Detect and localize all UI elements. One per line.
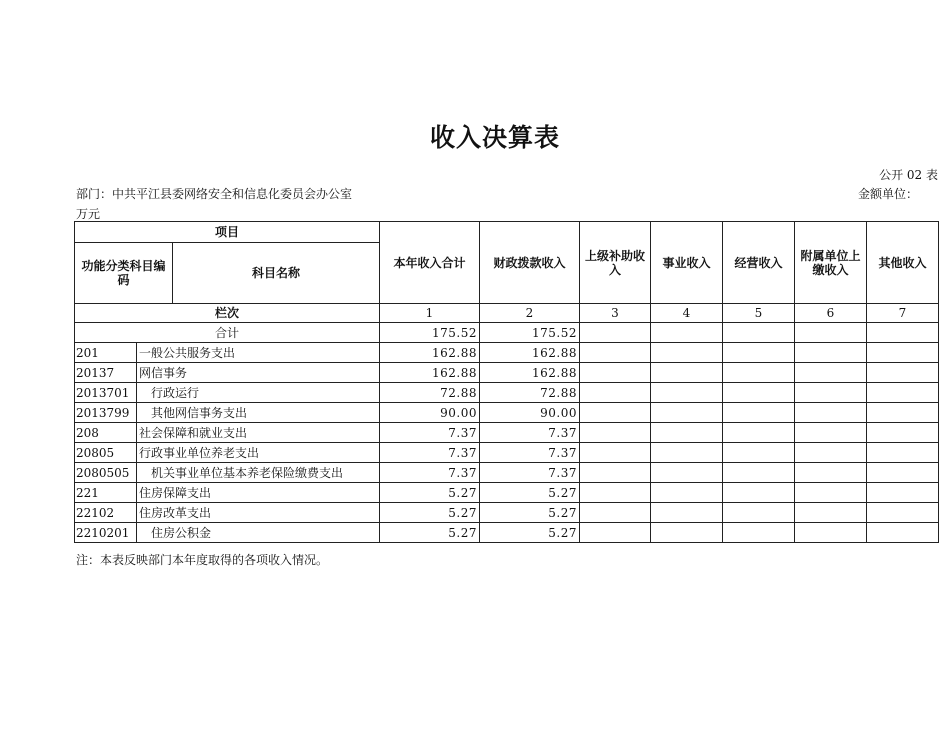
row-value	[867, 483, 939, 503]
row-name: 社会保障和就业支出	[137, 423, 380, 443]
row-value	[651, 463, 723, 483]
row-value	[651, 483, 723, 503]
row-value: 72.88	[480, 383, 580, 403]
total-value	[651, 323, 723, 343]
row-value	[580, 423, 651, 443]
row-name: 机关事业单位基本养老保险缴费支出	[137, 463, 380, 483]
row-value: 162.88	[380, 343, 480, 363]
row-value	[867, 523, 939, 543]
row-number-label: 栏次	[75, 304, 380, 323]
row-value	[580, 343, 651, 363]
amount-unit-label: 金额单位：	[858, 187, 919, 201]
row-code: 22102	[75, 503, 137, 523]
row-value	[867, 363, 939, 383]
col-number: 6	[795, 304, 867, 323]
col-number: 5	[723, 304, 795, 323]
total-label: 合计	[75, 323, 380, 343]
table-row	[75, 463, 939, 483]
col-number: 4	[651, 304, 723, 323]
row-code: 20137	[75, 363, 137, 383]
row-value	[795, 383, 867, 403]
table-row	[75, 343, 939, 363]
row-value: 5.27	[480, 523, 580, 543]
row-value	[651, 503, 723, 523]
row-value	[795, 463, 867, 483]
total-value	[795, 323, 867, 343]
row-code: 2013701	[75, 383, 137, 403]
header-col-4: 事业收入	[651, 222, 723, 304]
form-number: 公开 02 表	[879, 168, 938, 182]
row-name: 行政事业单位养老支出	[137, 443, 380, 463]
row-code: 2210201	[75, 523, 137, 543]
row-value	[795, 523, 867, 543]
row-value	[723, 343, 795, 363]
row-value: 90.00	[480, 403, 580, 423]
row-value	[867, 383, 939, 403]
row-value: 162.88	[380, 363, 480, 383]
row-value: 162.88	[480, 363, 580, 383]
income-table	[74, 221, 939, 543]
col-number: 2	[480, 304, 580, 323]
row-code: 20805	[75, 443, 137, 463]
row-value: 7.37	[380, 423, 480, 443]
total-value: 175.52	[380, 323, 480, 343]
row-value	[580, 443, 651, 463]
header-func-code: 功能分类科目编码	[75, 243, 173, 304]
row-code: 221	[75, 483, 137, 503]
row-value: 7.37	[380, 463, 480, 483]
row-value	[651, 523, 723, 543]
row-name: 一般公共服务支出	[137, 343, 380, 363]
row-value	[723, 443, 795, 463]
row-name: 其他网信事务支出	[137, 403, 380, 423]
row-value	[580, 403, 651, 423]
row-value	[580, 523, 651, 543]
row-value	[795, 423, 867, 443]
row-code: 2013799	[75, 403, 137, 423]
table-row	[75, 443, 939, 463]
row-name: 住房保障支出	[137, 483, 380, 503]
row-value: 72.88	[380, 383, 480, 403]
row-value: 5.27	[380, 523, 480, 543]
table-note: 注：本表反映部门本年度取得的各项收入情况。	[76, 553, 329, 567]
row-value	[580, 383, 651, 403]
row-value	[651, 443, 723, 463]
total-value	[580, 323, 651, 343]
row-value	[723, 423, 795, 443]
row-value	[651, 403, 723, 423]
row-value: 7.37	[480, 463, 580, 483]
row-value	[795, 443, 867, 463]
table-row	[75, 423, 939, 443]
row-value	[723, 503, 795, 523]
header-project: 项目	[75, 222, 380, 243]
col-number: 1	[380, 304, 480, 323]
header-col-5: 经营收入	[723, 222, 795, 304]
row-value	[867, 503, 939, 523]
col-number: 7	[867, 304, 939, 323]
row-value	[580, 463, 651, 483]
row-value	[580, 483, 651, 503]
row-value	[723, 483, 795, 503]
table-row	[75, 523, 939, 543]
row-value	[651, 383, 723, 403]
row-code: 208	[75, 423, 137, 443]
header-subject-name: 科目名称	[173, 243, 380, 304]
row-name: 住房改革支出	[137, 503, 380, 523]
row-value	[580, 503, 651, 523]
row-value	[867, 443, 939, 463]
row-value	[651, 423, 723, 443]
col-number: 3	[580, 304, 651, 323]
department-label: 部门：中共平江县委网络安全和信息化委员会办公室	[76, 187, 353, 201]
row-value	[651, 343, 723, 363]
row-value	[723, 523, 795, 543]
page-title: 收入决算表	[429, 123, 560, 152]
header-col-2: 财政拨款收入	[480, 222, 580, 304]
table-row	[75, 403, 939, 423]
total-value	[867, 323, 939, 343]
header-col-7: 其他收入	[867, 222, 939, 304]
row-code: 201	[75, 343, 137, 363]
row-value: 5.27	[480, 503, 580, 523]
row-name: 住房公积金	[137, 523, 380, 543]
table-row	[75, 483, 939, 503]
row-value: 7.37	[380, 443, 480, 463]
row-value	[867, 463, 939, 483]
row-value: 162.88	[480, 343, 580, 363]
row-value: 7.37	[480, 443, 580, 463]
row-value	[795, 343, 867, 363]
amount-unit-value: 万元	[76, 207, 101, 221]
row-value	[795, 363, 867, 383]
row-value: 5.27	[380, 503, 480, 523]
row-value: 5.27	[480, 483, 580, 503]
row-value	[723, 383, 795, 403]
row-value	[723, 363, 795, 383]
row-value: 5.27	[380, 483, 480, 503]
table-row	[75, 363, 939, 383]
row-code: 2080505	[75, 463, 137, 483]
row-value	[795, 503, 867, 523]
row-value	[580, 363, 651, 383]
table-row	[75, 503, 939, 523]
header-col-6: 附属单位上缴收入	[795, 222, 867, 304]
row-value	[795, 483, 867, 503]
row-value: 90.00	[380, 403, 480, 423]
table-row	[75, 383, 939, 403]
header-col-3: 上级补助收入	[580, 222, 651, 304]
row-value	[867, 423, 939, 443]
total-row	[75, 323, 939, 343]
row-value	[795, 403, 867, 423]
row-name: 行政运行	[137, 383, 380, 403]
row-value	[723, 403, 795, 423]
row-name: 网信事务	[137, 363, 380, 383]
row-value	[867, 343, 939, 363]
row-value	[651, 363, 723, 383]
row-value	[867, 403, 939, 423]
total-value: 175.52	[480, 323, 580, 343]
header-col-1: 本年收入合计	[380, 222, 480, 304]
row-value: 7.37	[480, 423, 580, 443]
total-value	[723, 323, 795, 343]
row-value	[723, 463, 795, 483]
